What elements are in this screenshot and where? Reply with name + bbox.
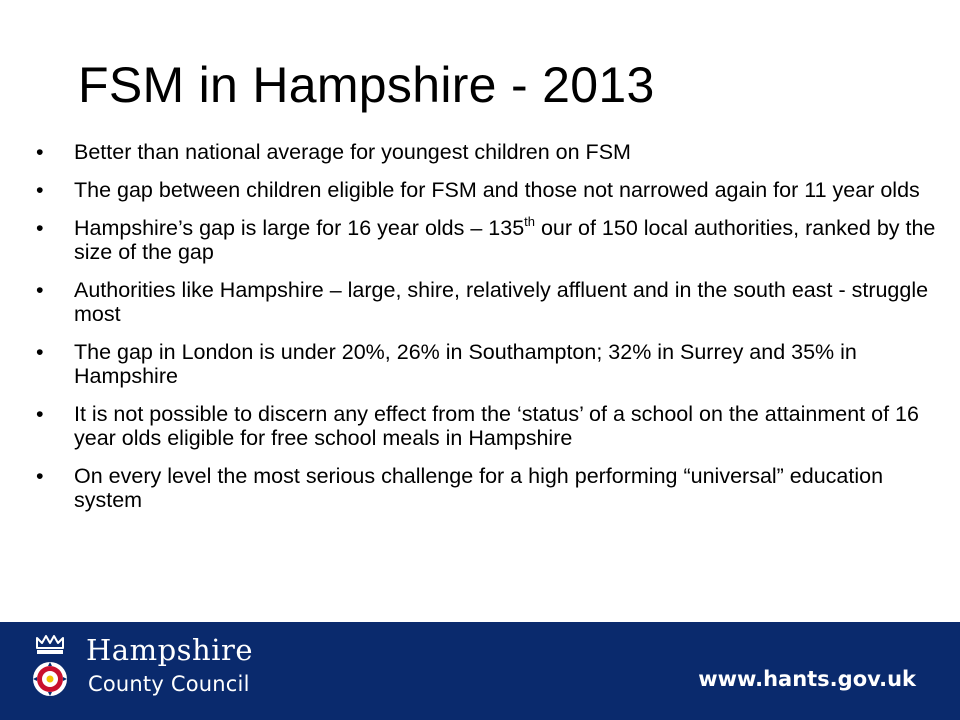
bullet-text-after: our of 150 local authorities, ranked by the size of the gap (74, 216, 936, 264)
bullet-item (36, 178, 936, 202)
website-url[interactable]: www.hants.gov.uk (698, 667, 916, 691)
bullet-dot: • (36, 464, 44, 488)
bullet-item (36, 464, 936, 512)
slide-title: FSM in Hampshire - 2013 (78, 57, 655, 113)
bullet-item (36, 340, 936, 388)
bullet-text: It is not possible to discern any effect from the ‘status’ of a school on the attainment of 16 year olds eligible for free school meals in Hampshire (74, 402, 919, 450)
bullet-dot: • (36, 140, 44, 164)
org-subtitle: County Council (88, 672, 250, 696)
bullet-text: Authorities like Hampshire – large, shire, relatively affluent and in the south east - struggle most (74, 278, 929, 326)
bullet-text: Better than national average for youngest children on FSM (74, 140, 631, 164)
org-name: Hampshire (86, 633, 254, 667)
bullet-item (36, 278, 936, 326)
bullet-dot: • (36, 178, 44, 202)
bullet-dot: • (36, 340, 44, 364)
bullet-dot: • (36, 216, 44, 240)
tudor-rose-crest-icon (30, 634, 70, 704)
bullet-text: The gap between children eligible for FSM and those not narrowed again for 11 year olds (74, 178, 920, 202)
bullet-text: On every level the most serious challenge for a high performing “universal” education system (74, 464, 884, 512)
ordinal-superscript: th (524, 214, 535, 229)
bullet-text: The gap in London is under 20%, 26% in Southampton; 32% in Surrey and 35% in Hampshire (74, 340, 857, 388)
bullet-item (36, 402, 936, 450)
bullet-item (36, 140, 936, 164)
bullet-dot: • (36, 402, 44, 426)
bullet-list (36, 140, 936, 526)
bullet-item (36, 216, 936, 264)
bullet-dot: • (36, 278, 44, 302)
footer-banner (0, 622, 960, 720)
bullet-text-before: Hampshire’s gap is large for 16 year olds – 135 (74, 216, 525, 240)
